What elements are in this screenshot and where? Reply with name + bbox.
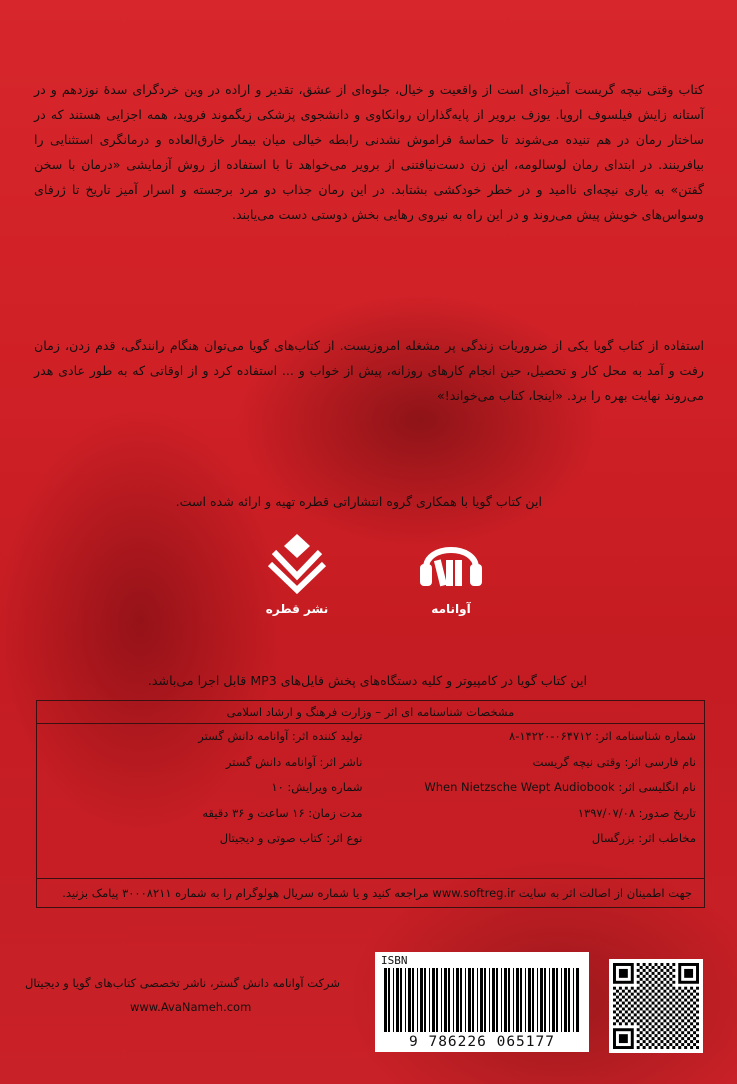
spec-row bbox=[37, 775, 704, 801]
spec-table bbox=[36, 700, 705, 908]
spec-cell: نوع اثر: کتاب صوتی و دیجیتال bbox=[219, 831, 363, 846]
avaname-logo bbox=[412, 530, 490, 616]
spec-cell: مخاطب اثر: بزرگسال bbox=[591, 831, 696, 846]
barcode-icon bbox=[382, 968, 582, 1032]
spec-cell: تولید کننده اثر: آوانامه دانش گستر bbox=[198, 729, 363, 743]
qr-code bbox=[609, 959, 703, 1053]
spec-row bbox=[37, 801, 704, 827]
qatreh-logo-label: نشر قطره bbox=[265, 602, 329, 616]
spec-row bbox=[37, 826, 704, 852]
website-link[interactable]: www.AvaNameh.com bbox=[130, 1000, 252, 1014]
spec-cell: مدت زمان: ۱۶ ساعت و ۳۶ دقیقه bbox=[202, 805, 363, 820]
spec-row bbox=[37, 750, 704, 776]
spec-cell: شماره شناسنامه اثر: ۰۶۴۷۱۲-۱۴۲۲۰-۸ bbox=[509, 729, 696, 743]
description-paragraph: کتاب وقتی نیچه گریست آمیزه‌ای است از واقعیت و خیال، جلوه‌ای از عشق، تقدیر و اراده در وین خردگرای سدهٔ نوزدهم و در آستانه زایش فیلسوف اروپا. یوزف برویر از پایه‌گذاران روانکاوی و دانشجوی پزشکی زیگموند فروید، همه اجزایی هستند که در ساختار رمان در هم تنیده می‌شوند تا حماسهٔ فراموش نشدنی رابطه خیالی میان بیمار خارق‌العاده و درمانگری استثنایی را بیافرینند. در ابتدای رمان لوسالومه، این زن دست‌نیافتنی از برویر می‌خواهد تا با استفاده از روش آزمایشی «درمان با سخن گفتن» به یاری نیچه‌ای ناامید و در خطر خودکشی بشتابد. در این رمان جذاب دو مرد برجسته و اسرار آمیز تاریخ تا ژرفای وسواس‌های خویش پیش می‌روند و در این راه به نیروی رهایی بخش دوستی دست می‌یابند. bbox=[34, 82, 704, 222]
spec-cell: نام انگلیسی اثر: When Nietzsche Wept Audiobook bbox=[424, 780, 696, 795]
spec-cell: شماره ویرایش: ۱۰ bbox=[271, 780, 363, 795]
qatreh-logo bbox=[258, 530, 336, 616]
company-line: شرکت آوانامه دانش گستر، ناشر تخصصی کتاب‌های گویا و دیجیتال bbox=[25, 976, 340, 990]
avaname-logo-label: آوانامه bbox=[431, 602, 471, 616]
authenticity-note: جهت اطمینان از اصالت اثر به سایت www.softreg.ir مراجعه کنید و یا شماره سریال هولوگرام را به شماره ۳۰۰۰۸۲۱۱ پیامک بزنید. bbox=[37, 878, 704, 907]
chevron-drop-icon bbox=[258, 530, 336, 596]
isbn-barcode bbox=[375, 952, 589, 1052]
audiobook-paragraph: استفاده از کتاب گویا یکی از ضروریات زندگی پر مشغله امروزیست. از کتاب‌های گویا می‌توان هنگام رانندگی، قدم زدن، زمان رفت و آمد به محل کار و تحصیل، حین انجام کارهای روزانه، پیش از خواب و ... استفاده کرد و از اوقاتی که به طور عادی هدر می‌روند نهایت بهره را برد. «اینجا، کتاب می‌خواند!» bbox=[34, 338, 704, 403]
spec-table-header: مشخصات شناسنامه ای اثر – وزارت فرهنگ و ارشاد اسلامی bbox=[37, 701, 704, 724]
spec-cell: ناشر اثر: آوانامه دانش گستر bbox=[225, 754, 363, 769]
spec-cell: تاریخ صدور: ۱۳۹۷/۰۷/۰۸ bbox=[577, 805, 696, 820]
compatibility-note: این کتاب گویا در کامپیوتر و کلیه دستگاه‌های پخش فایل‌های MP3 قابل اجرا می‌باشد. bbox=[147, 673, 587, 688]
isbn-number: 9 786226 065177 bbox=[409, 1034, 555, 1050]
spec-cell: نام فارسی اثر: وقتی نیچه گریست bbox=[532, 754, 696, 769]
qr-code-icon bbox=[613, 963, 699, 1049]
spec-row bbox=[37, 724, 704, 750]
collaboration-note: این کتاب گویا با همکاری گروه انتشاراتی قطره تهیه و ارائه شده است. bbox=[175, 494, 542, 509]
headphones-books-icon bbox=[412, 530, 490, 596]
isbn-label: ISBN bbox=[381, 954, 408, 967]
